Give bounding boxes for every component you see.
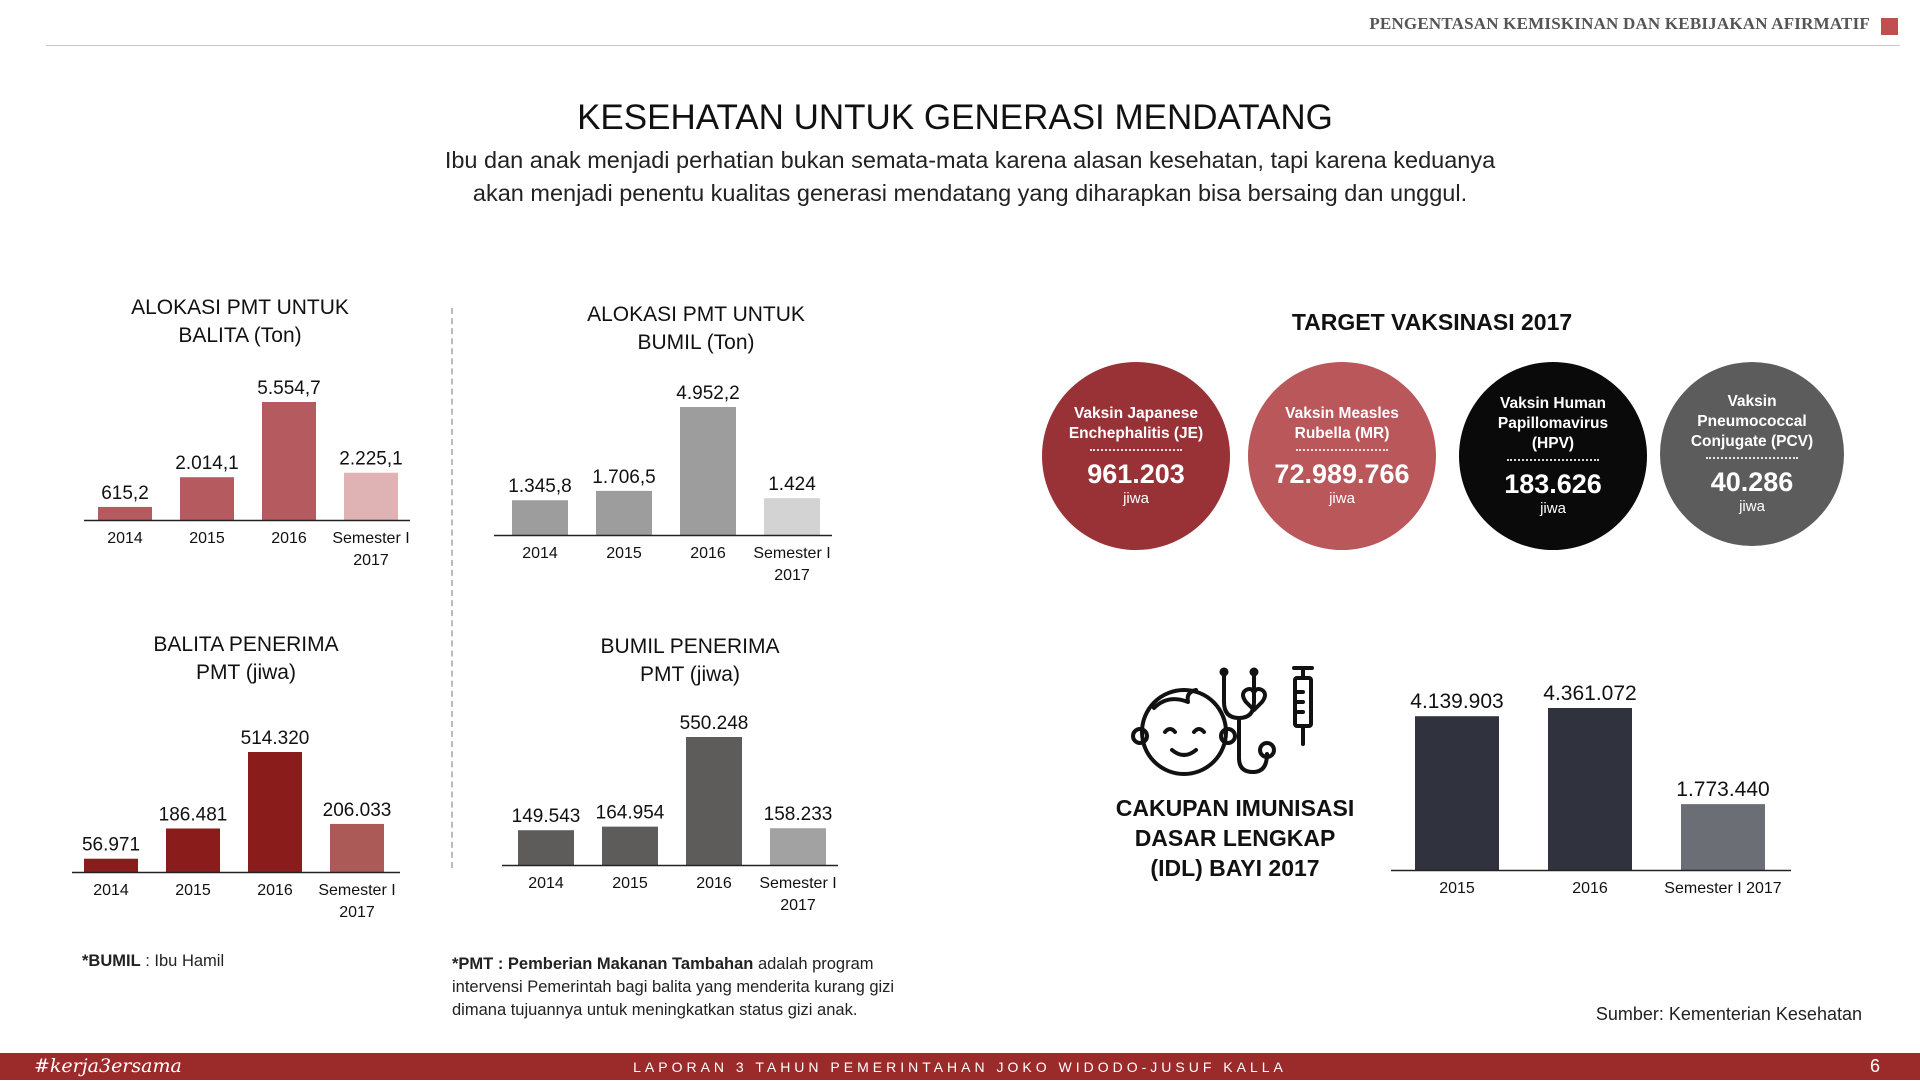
chart-idl: [1385, 650, 1805, 910]
bar-2: [248, 752, 302, 872]
baby-health-icon: [1128, 662, 1338, 782]
dotted-separator: [1507, 459, 1599, 461]
vaccine-value: 961.203: [1087, 458, 1185, 489]
tick-label: Semester I: [318, 882, 396, 899]
bar-1: [1548, 708, 1632, 870]
data-label: 2.225,1: [339, 448, 403, 470]
note-pmt-def-2: intervensi Pemerintah bagi balita yang menderita kurang gizi: [452, 978, 895, 996]
chart-title-line: ALOKASI PMT UNTUK: [131, 296, 349, 319]
bar-0: [518, 830, 574, 865]
vaccine-name-line: Papillomavirus: [1497, 414, 1609, 432]
data-label: 149.543: [511, 806, 581, 828]
vaccine-name-line: Pneumococcal: [1697, 412, 1807, 430]
note-pmt-term: *PMT : Pemberian Makanan Tambahan: [452, 955, 754, 973]
vaccine-name-line: Rubella (MR): [1294, 424, 1390, 442]
dotted-separator: [1090, 449, 1182, 451]
vaccine-value: 183.626: [1504, 468, 1602, 499]
idl-title: [1085, 793, 1385, 883]
tick-label: 2014: [107, 530, 143, 547]
data-label: 4.361.072: [1543, 682, 1637, 705]
vaccine-name-line: Enchephalitis (JE): [1068, 424, 1204, 442]
data-label: 164.954: [595, 802, 665, 824]
tick-label: 2015: [175, 882, 211, 899]
vaccine-unit: jiwa: [1329, 489, 1355, 507]
bar-0: [98, 507, 152, 520]
tick-label: 2016: [690, 545, 726, 562]
data-label: 186.481: [158, 804, 228, 826]
vaccine-value: 40.286: [1710, 466, 1794, 497]
bar-3: [344, 473, 398, 520]
chart-title-line: BALITA (Ton): [178, 324, 302, 347]
tick-label: Semester I: [332, 530, 410, 547]
chart-title-line: BUMIL (Ton): [637, 331, 755, 354]
section-divider-dashed: [451, 308, 453, 868]
data-label: 5.554,7: [257, 378, 321, 399]
dotted-separator: [1706, 457, 1798, 459]
vaccine-circle-je: [1042, 362, 1230, 550]
bar-0: [512, 500, 568, 535]
vaccine-name-line: Vaksin Human: [1500, 394, 1606, 412]
tick-label: 2014: [522, 545, 558, 562]
tick-label: Semester I 2017: [1664, 880, 1782, 897]
tick-label: 2017: [339, 904, 375, 921]
tick-label: 2017: [780, 897, 816, 914]
tick-label: 2015: [189, 530, 225, 547]
chart-balita-ton: [80, 370, 420, 580]
tick-label: 2017: [774, 567, 810, 584]
chart-bumil-ton: [490, 380, 850, 590]
vaccine-name-line: (HPV): [1531, 434, 1575, 452]
tick-label: 2016: [257, 882, 293, 899]
data-label: 615,2: [101, 482, 149, 504]
bar-3: [330, 824, 384, 872]
vaccine-unit: jiwa: [1739, 497, 1765, 515]
bar-1: [602, 827, 658, 865]
chart-title-bumil-ton: [556, 301, 836, 357]
footer-report-title: LAPORAN 3 TAHUN PEMERINTAHAN JOKO WIDODO-JUSUF KALLA: [633, 1059, 1287, 1075]
tick-label: 2015: [606, 545, 642, 562]
tick-label: 2015: [612, 875, 648, 892]
tick-label: 2016: [1572, 880, 1608, 897]
note-bumil-term: *BUMIL: [82, 952, 141, 970]
bar-2: [686, 737, 742, 865]
vaccine-circle-mr: [1248, 362, 1436, 550]
footer-page-number: 6: [1869, 1056, 1880, 1076]
subtitle-line-1: Ibu dan anak menjadi perhatian bukan semata-mata karena alasan kesehatan, tapi karena keduanya: [444, 147, 1496, 173]
vaccine-value: 72.989.766: [1274, 458, 1410, 489]
chart-title-balita-ton: [100, 294, 380, 350]
data-label: 56.971: [81, 834, 141, 856]
idl-title-line: CAKUPAN IMUNISASI: [1115, 795, 1355, 821]
bar-1: [180, 477, 234, 520]
vaccine-circle-pcv: [1660, 362, 1844, 546]
idl-title-line: DASAR LENGKAP: [1134, 825, 1336, 851]
header-accent-square: [1881, 18, 1898, 35]
subtitle-line-2: akan menjadi penentu kualitas generasi mendatang yang diharapkan bisa bersaing dan unggul.: [472, 180, 1468, 206]
vaccine-unit: jiwa: [1540, 499, 1566, 517]
tick-label: 2014: [93, 882, 129, 899]
data-label: 1.773.440: [1676, 778, 1770, 802]
bar-2: [1681, 804, 1765, 870]
vaccine-name-line: Conjugate (PCV): [1690, 432, 1814, 450]
data-label: 158.233: [763, 804, 833, 826]
chart-title-balita-jiwa: [106, 631, 386, 687]
data-label: 550.248: [679, 713, 749, 734]
chart-title-bumil-jiwa: [550, 633, 830, 689]
data-label: 4.139.903: [1410, 690, 1504, 714]
source-note: Sumber: Kementerian Kesehatan: [1595, 1004, 1862, 1024]
vaccine-name: [1498, 394, 1608, 454]
vaccine-circle-hpv: [1459, 362, 1647, 550]
data-label: 2.014,1: [175, 453, 239, 475]
idl-title-line: (IDL) BAYI 2017: [1150, 855, 1320, 881]
data-label: 206.033: [322, 799, 392, 821]
data-label: 1.345,8: [508, 476, 572, 498]
tick-label: Semester I: [759, 875, 837, 892]
chart-title-line: ALOKASI PMT UNTUK: [587, 303, 805, 326]
data-label: 4.952,2: [676, 383, 740, 404]
bar-0: [1415, 716, 1499, 870]
chart-title-line: BALITA PENERIMA: [153, 633, 339, 656]
note-bumil-definition: : Ibu Hamil: [140, 952, 225, 970]
page-title: KESEHATAN UNTUK GENERASI MENDATANG: [577, 98, 1333, 137]
bar-2: [680, 407, 736, 535]
bar-2: [262, 402, 316, 520]
note-bumil: [82, 950, 224, 973]
data-label: 1.706,5: [592, 466, 656, 488]
tick-label: 2015: [1439, 880, 1475, 897]
bar-1: [596, 491, 652, 535]
data-label: 514.320: [240, 728, 310, 749]
vaccine-name-line: Vaksin Japanese: [1073, 404, 1199, 422]
bar-3: [764, 498, 820, 535]
tick-label: 2014: [528, 875, 564, 892]
vaccine-name: [1285, 404, 1399, 444]
note-pmt: [452, 953, 932, 1022]
vaccine-name: [1691, 392, 1813, 452]
vaccination-title: TARGET VAKSINASI 2017: [1291, 309, 1573, 335]
vaccine-name-line: Vaksin: [1727, 392, 1777, 410]
page-subtitle: [410, 144, 1530, 210]
chart-title-line: BUMIL PENERIMA: [600, 635, 780, 658]
chart-bumil-jiwa: [498, 705, 848, 925]
note-pmt-def-3: dimana tujuannya untuk meningkatkan status gizi anak.: [452, 1001, 858, 1019]
header-divider: [46, 45, 1900, 46]
vaccine-name: [1069, 404, 1203, 444]
bar-1: [166, 828, 220, 872]
chart-balita-jiwa: [70, 715, 410, 925]
chart-title-line: PMT (jiwa): [196, 661, 296, 684]
tick-label: 2016: [271, 530, 307, 547]
note-pmt-def-1: adalah program: [753, 955, 874, 973]
header-label: PENGENTASAN KEMISKINAN DAN KEBIJAKAN AFIRMATIF: [1369, 14, 1870, 33]
chart-title-line: PMT (jiwa): [640, 663, 740, 686]
vaccine-name-line: Vaksin Measles: [1285, 404, 1399, 422]
footer-hashtag: #kerja3ersama: [34, 1055, 182, 1077]
tick-label: 2016: [696, 875, 732, 892]
tick-label: Semester I: [753, 545, 831, 562]
data-label: 1.424: [768, 474, 816, 496]
bar-0: [84, 859, 138, 872]
tick-label: 2017: [353, 552, 389, 569]
dotted-separator: [1296, 449, 1388, 451]
vaccine-unit: jiwa: [1123, 489, 1149, 507]
bar-3: [770, 828, 826, 865]
